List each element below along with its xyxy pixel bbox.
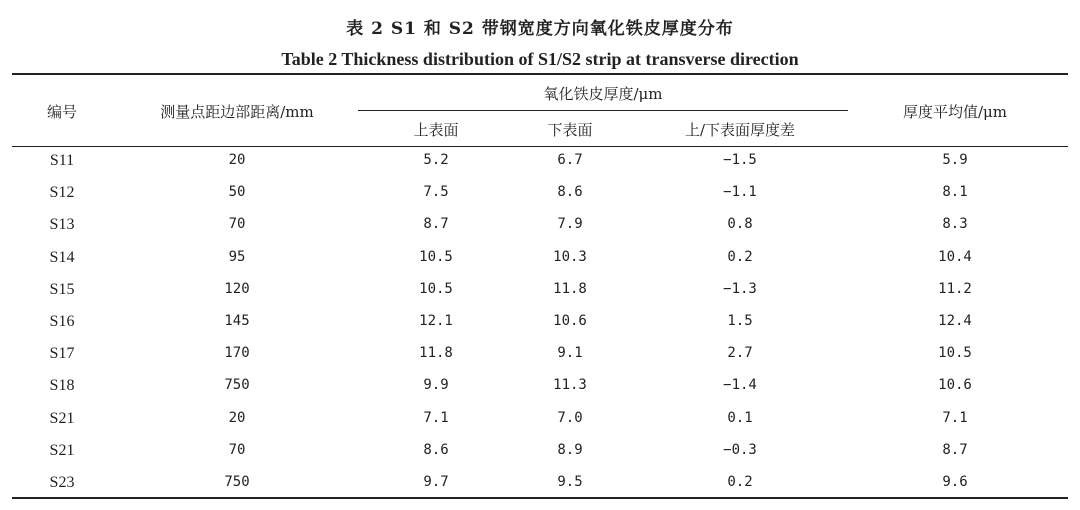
- header-rule: [12, 146, 1068, 147]
- cell-id: S11: [49, 152, 75, 169]
- cell-upper: 7.5: [423, 184, 449, 200]
- cell-diff: 0.2: [727, 249, 753, 265]
- table-title-cn: 表 2 S1 和 S2 带钢宽度方向氧化铁皮厚度分布: [346, 19, 734, 39]
- cell-upper: 8.6: [423, 442, 449, 458]
- cell-avg: 7.1: [942, 410, 968, 426]
- cell-avg: 12.4: [938, 313, 972, 329]
- cell-avg: 10.6: [938, 377, 972, 393]
- cell-lower: 8.9: [557, 442, 583, 458]
- cell-lower: 8.6: [557, 184, 583, 200]
- cell-lower: 11.3: [553, 377, 587, 393]
- cell-diff: −1.5: [723, 152, 757, 168]
- cell-avg: 9.6: [942, 474, 968, 490]
- cell-id: S16: [49, 313, 75, 330]
- cell-diff: −1.1: [723, 184, 757, 200]
- header-distance: 测量点距边部距离/mm: [160, 103, 314, 121]
- cell-upper: 7.1: [423, 410, 449, 426]
- cell-avg: 8.1: [942, 184, 968, 200]
- cell-lower: 10.6: [553, 313, 587, 329]
- cell-distance: 750: [224, 377, 250, 393]
- bottom-rule: [12, 497, 1068, 499]
- cell-avg: 10.4: [938, 249, 972, 265]
- cell-avg: 10.5: [938, 345, 972, 361]
- cell-diff: 1.5: [727, 313, 753, 329]
- cell-distance: 50: [228, 184, 246, 200]
- cell-avg: 8.7: [942, 442, 968, 458]
- cell-id: S21: [49, 442, 75, 459]
- cell-diff: −0.3: [723, 442, 757, 458]
- cell-avg: 5.9: [942, 152, 968, 168]
- cell-diff: 2.7: [727, 345, 753, 361]
- cell-id: S17: [49, 345, 75, 362]
- cell-diff: −1.3: [723, 281, 757, 297]
- cell-lower: 11.8: [553, 281, 587, 297]
- cell-upper: 5.2: [423, 152, 449, 168]
- cell-id: S14: [49, 249, 75, 266]
- cell-avg: 11.2: [938, 281, 972, 297]
- cell-upper: 10.5: [419, 281, 453, 297]
- cell-distance: 95: [228, 249, 246, 265]
- cell-lower: 6.7: [557, 152, 583, 168]
- cell-diff: 0.8: [727, 216, 753, 232]
- header-lower: 下表面: [547, 121, 593, 139]
- cell-distance: 145: [224, 313, 250, 329]
- header-oxide-group: 氧化铁皮厚度/μm: [543, 85, 663, 103]
- cell-id: S12: [49, 184, 75, 201]
- header-avg: 厚度平均值/μm: [902, 103, 1008, 121]
- cell-id: S15: [49, 281, 75, 298]
- header-sub-rule: [358, 110, 848, 111]
- cell-lower: 10.3: [553, 249, 587, 265]
- cell-upper: 8.7: [423, 216, 449, 232]
- cell-id: S23: [49, 474, 75, 491]
- cell-distance: 750: [224, 474, 250, 490]
- header-id: 编号: [46, 103, 77, 121]
- cell-avg: 8.3: [942, 216, 968, 232]
- cell-diff: −1.4: [723, 377, 757, 393]
- cell-diff: 0.2: [727, 474, 753, 490]
- header-upper: 上表面: [413, 121, 459, 139]
- cell-lower: 7.9: [557, 216, 583, 232]
- cell-upper: 9.7: [423, 474, 449, 490]
- cell-lower: 9.1: [557, 345, 583, 361]
- top-rule: [12, 73, 1068, 75]
- cell-diff: 0.1: [727, 410, 753, 426]
- cell-upper: 9.9: [423, 377, 449, 393]
- cell-id: S21: [49, 410, 75, 427]
- cell-distance: 120: [224, 281, 250, 297]
- cell-id: S13: [49, 216, 75, 233]
- cell-id: S18: [49, 377, 75, 394]
- cell-lower: 7.0: [557, 410, 583, 426]
- cell-distance: 20: [228, 410, 246, 426]
- cell-distance: 170: [224, 345, 250, 361]
- cell-upper: 12.1: [419, 313, 453, 329]
- cell-distance: 20: [228, 152, 246, 168]
- table-title-en: Table 2 Thickness distribution of S1/S2 strip at transverse direction: [281, 49, 799, 69]
- cell-lower: 9.5: [557, 474, 583, 490]
- cell-upper: 10.5: [419, 249, 453, 265]
- cell-distance: 70: [228, 442, 246, 458]
- cell-distance: 70: [228, 216, 246, 232]
- header-diff: 上/下表面厚度差: [684, 121, 796, 139]
- cell-upper: 11.8: [419, 345, 453, 361]
